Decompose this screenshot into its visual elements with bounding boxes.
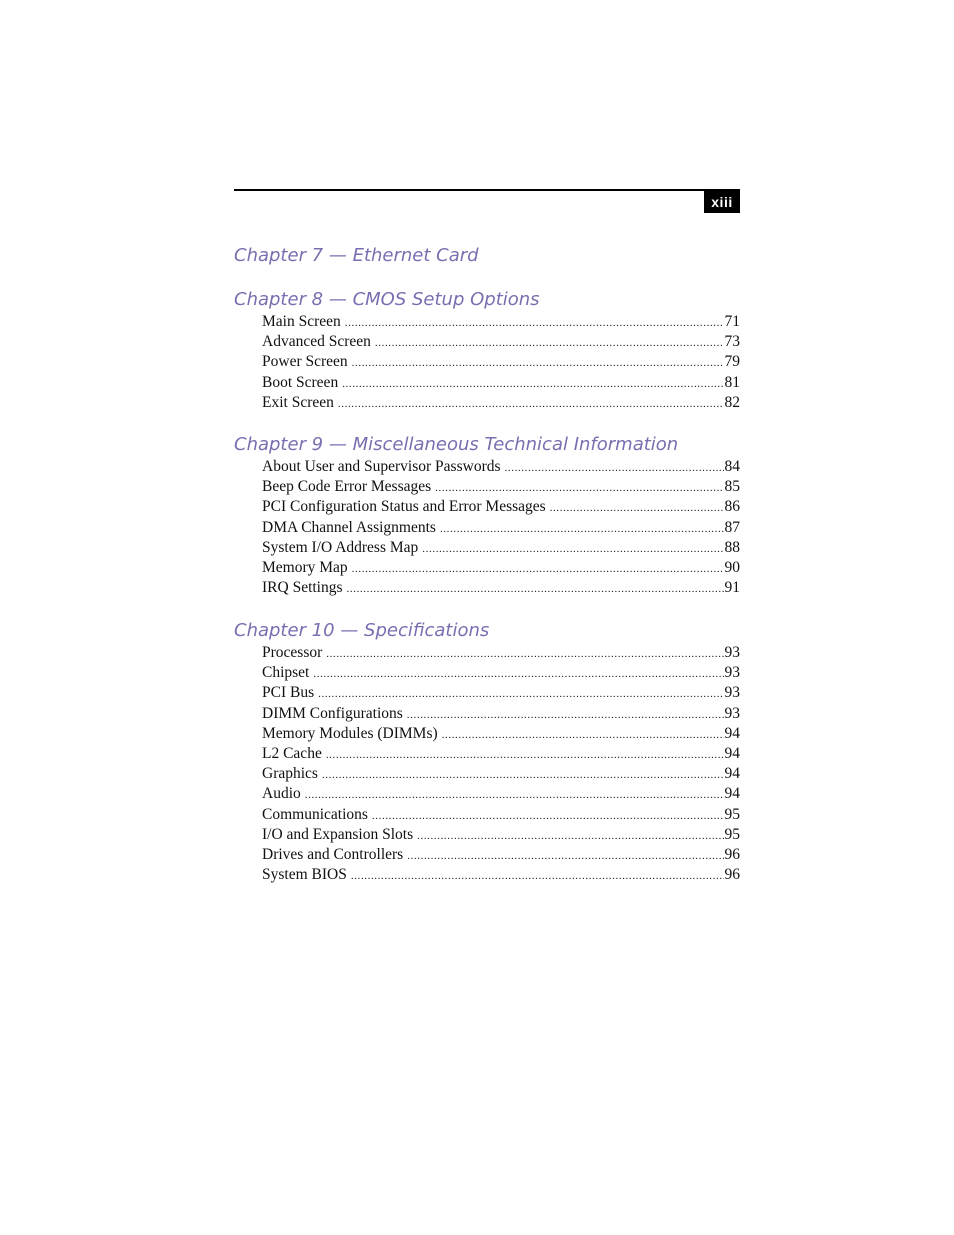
chapter-heading[interactable]: Chapter 9 — Miscellaneous Technical Information	[234, 434, 679, 455]
toc-entry-page-number: 94	[724, 785, 740, 803]
toc-entry-label: Processor	[262, 644, 323, 661]
toc-entry-label: Memory Map	[262, 558, 348, 576]
dot-leader	[351, 866, 724, 886]
dot-leader	[338, 394, 724, 414]
chapter-section	[234, 434, 740, 598]
toc-entry-page-number: 84	[724, 458, 740, 475]
toc-entry[interactable]	[234, 643, 740, 663]
toc-entry[interactable]	[234, 805, 740, 825]
chapter-heading[interactable]: Chapter 8 — CMOS Setup Options	[234, 289, 540, 310]
chapter-entry-list	[234, 312, 740, 413]
toc-entry-page-number: 85	[724, 478, 740, 496]
dot-leader	[375, 333, 724, 353]
toc-entry-page-number: 93	[724, 704, 740, 722]
dot-leader	[407, 705, 724, 725]
chapter-entry-list	[234, 457, 740, 598]
toc-entry[interactable]	[234, 704, 740, 724]
toc-entry-page-number: 96	[724, 866, 740, 884]
dot-leader	[326, 745, 724, 765]
toc-entry-label: Main Screen	[262, 313, 341, 330]
chapter-heading[interactable]: Chapter 7 — Ethernet Card	[234, 245, 479, 266]
toc-entry[interactable]	[234, 312, 740, 332]
toc-entry[interactable]	[234, 744, 740, 764]
toc-entry[interactable]	[234, 825, 740, 845]
toc-entry-page-number: 93	[724, 644, 740, 661]
toc-entry-label: DMA Channel Assignments	[262, 518, 436, 536]
toc-entry-page-number: 91	[724, 579, 740, 597]
chapter-section	[234, 620, 740, 885]
chapter-entry-list	[234, 643, 740, 885]
toc-entry[interactable]	[234, 518, 740, 538]
toc-entry-page-number: 95	[724, 825, 740, 843]
dot-leader	[326, 644, 723, 664]
toc-entry-label: I/O and Expansion Slots	[262, 825, 414, 843]
toc-entry[interactable]	[234, 457, 740, 477]
toc-entry-page-number: 95	[724, 805, 740, 823]
chapter-heading[interactable]: Chapter 10 — Specifications	[234, 620, 490, 641]
toc-entry[interactable]	[234, 558, 740, 578]
toc-entry-page-number: 86	[724, 498, 740, 516]
toc-entry-page-number: 82	[724, 393, 740, 411]
toc-entry-label: IRQ Settings	[262, 579, 343, 597]
toc-entry-page-number: 94	[724, 724, 740, 742]
toc-entry-label: Drives and Controllers	[262, 845, 404, 863]
toc-entry[interactable]	[234, 845, 740, 865]
toc-entry[interactable]	[234, 764, 740, 784]
toc-entry[interactable]	[234, 497, 740, 517]
page-number-badge: xiii	[704, 191, 740, 213]
dot-leader	[322, 765, 724, 785]
dot-leader	[352, 559, 724, 579]
toc-entry[interactable]	[234, 865, 740, 885]
dot-leader	[550, 498, 724, 518]
toc-entry-label: Exit Screen	[262, 393, 334, 411]
toc-entry-label: Graphics	[262, 765, 318, 783]
toc-entry-label: Audio	[262, 785, 301, 803]
toc-entry[interactable]	[234, 393, 740, 413]
dot-leader	[352, 353, 724, 373]
dot-leader	[440, 519, 724, 539]
dot-leader	[342, 374, 723, 394]
toc-entry[interactable]	[234, 373, 740, 393]
toc-entry[interactable]	[234, 663, 740, 683]
toc-entry[interactable]	[234, 683, 740, 703]
dot-leader	[442, 725, 724, 745]
toc-entry[interactable]	[234, 352, 740, 372]
toc-entry-label: System I/O Address Map	[262, 538, 419, 556]
toc-entry-label: Beep Code Error Messages	[262, 478, 432, 496]
dot-leader	[345, 313, 724, 333]
dot-leader	[313, 664, 723, 684]
toc-entry-page-number: 96	[724, 845, 740, 863]
toc-entry[interactable]	[234, 578, 740, 598]
dot-leader	[318, 684, 723, 704]
toc-entry-page-number: 93	[724, 664, 740, 682]
toc-entry-label: Memory Modules (DIMMs)	[262, 724, 438, 742]
toc-entry-label: Chipset	[262, 664, 310, 682]
toc-entry-page-number: 88	[724, 538, 740, 556]
dot-leader	[505, 458, 724, 478]
toc-entry-page-number: 94	[724, 765, 740, 783]
toc-entry-page-number: 71	[724, 313, 740, 330]
dot-leader	[407, 846, 723, 866]
dot-leader	[347, 579, 724, 599]
toc-entry-page-number: 93	[724, 684, 740, 702]
dot-leader	[417, 826, 723, 846]
toc-entry-label: System BIOS	[262, 866, 347, 884]
toc-entry[interactable]	[234, 724, 740, 744]
toc-entry-label: PCI Bus	[262, 684, 315, 702]
toc-entry-label: Communications	[262, 805, 368, 823]
toc-entry-label: Power Screen	[262, 353, 348, 371]
toc-entry[interactable]	[234, 538, 740, 558]
toc-entry-label: DIMM Configurations	[262, 704, 403, 722]
toc-entry-page-number: 79	[724, 353, 740, 371]
toc-entry-label: Advanced Screen	[262, 333, 371, 351]
toc-entry[interactable]	[234, 784, 740, 804]
dot-leader	[372, 806, 724, 826]
dot-leader	[305, 785, 724, 805]
toc-entry-page-number: 90	[724, 558, 740, 576]
toc-entry-label: About User and Supervisor Passwords	[262, 458, 501, 475]
toc-entry-page-number: 94	[724, 744, 740, 762]
toc-entry[interactable]	[234, 332, 740, 352]
toc-entry-page-number: 87	[724, 518, 740, 536]
toc-entry-label: Boot Screen	[262, 373, 339, 391]
toc-entry-label: L2 Cache	[262, 744, 322, 762]
toc-entry-page-number: 73	[724, 333, 740, 351]
dot-leader	[422, 539, 723, 559]
dot-leader	[435, 478, 723, 498]
header-rule	[234, 189, 740, 191]
chapter-section	[234, 245, 740, 267]
chapter-section	[234, 289, 740, 413]
toc-entry-label: PCI Configuration Status and Error Messages	[262, 498, 546, 516]
toc-entry-page-number: 81	[724, 373, 740, 391]
toc-entry[interactable]	[234, 477, 740, 497]
